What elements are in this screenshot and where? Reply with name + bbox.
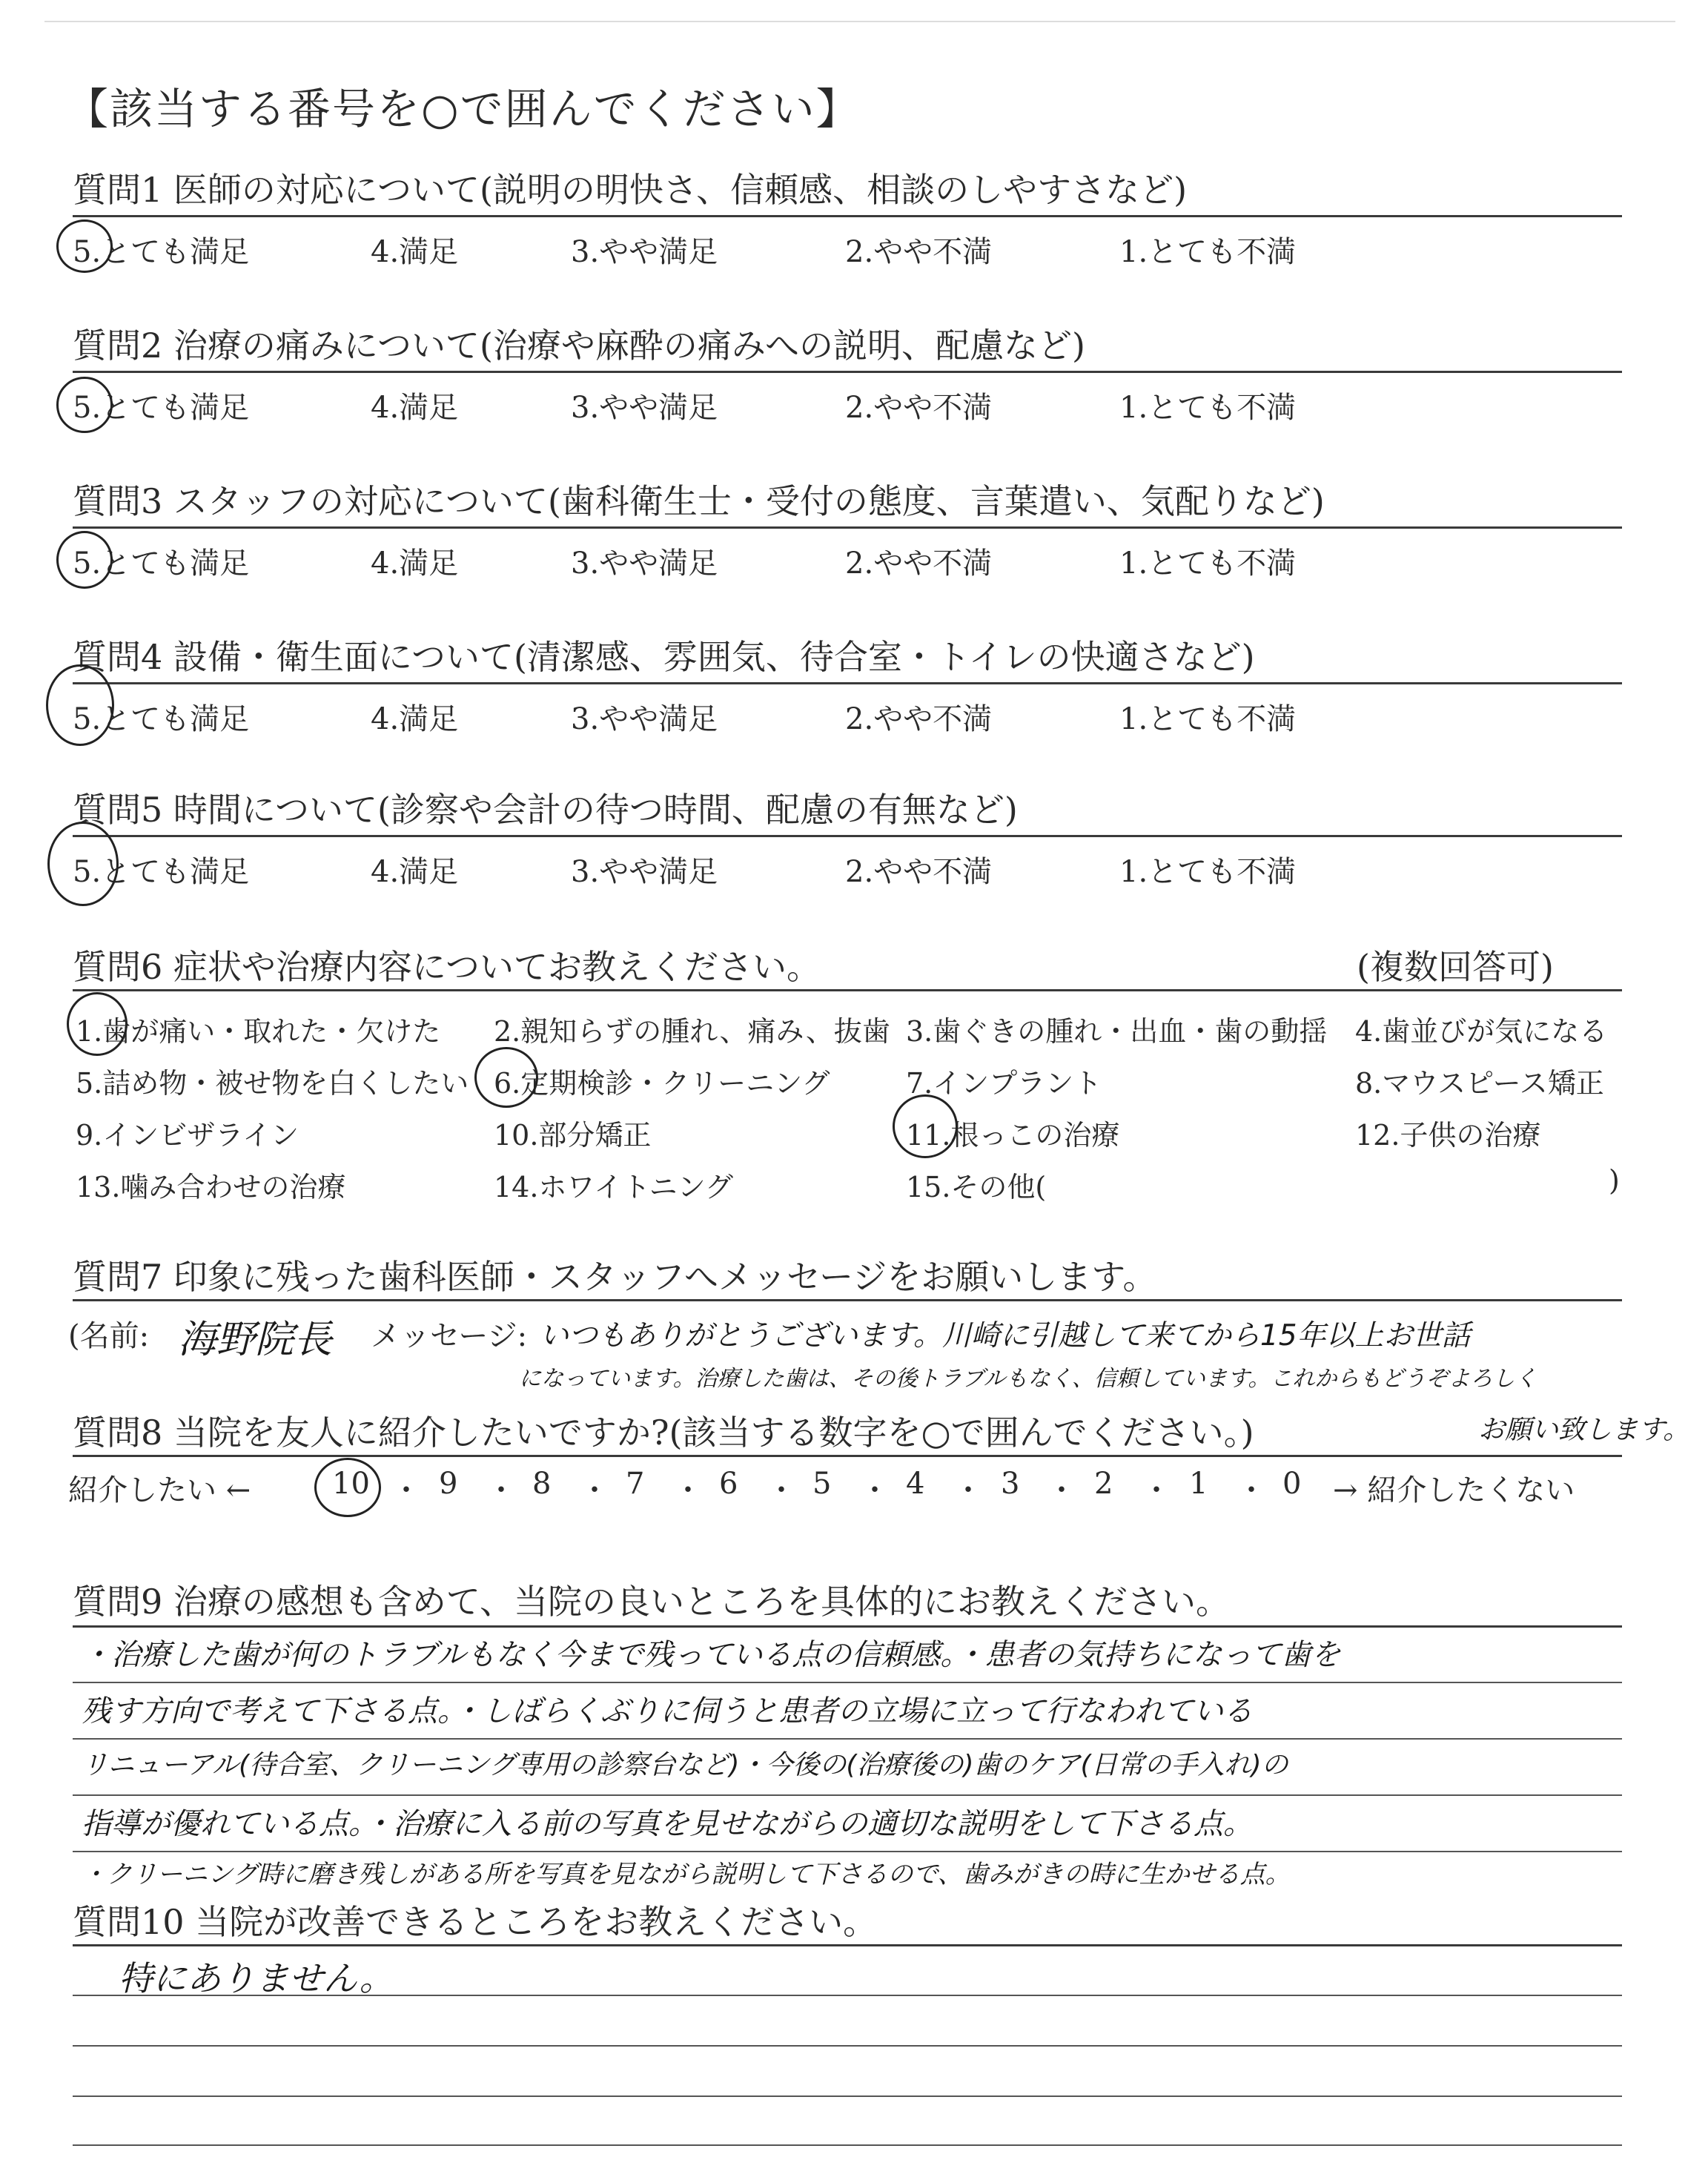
- q4-option-1[interactable]: 1.とても不満: [1119, 702, 1297, 736]
- q10-answer[interactable]: 特にありません。: [119, 1958, 394, 1998]
- q4-option-4[interactable]: 4.満足: [371, 702, 459, 736]
- q7-message-label: メッセージ:: [371, 1319, 528, 1353]
- q7-message-line-3[interactable]: お願い致します。: [1478, 1415, 1690, 1445]
- q6-option-7[interactable]: 7.インプラント: [906, 1067, 1102, 1100]
- q7-message-line-1[interactable]: いつもありがとうございます。川崎に引越して来てから15年以上お世話: [540, 1319, 1471, 1353]
- q6-option-11[interactable]: 11.根っこの治療: [906, 1119, 1120, 1152]
- q5-answer-circle: [47, 822, 119, 906]
- q8-sep: ・: [860, 1473, 890, 1507]
- q8-value-3[interactable]: 3: [1001, 1467, 1020, 1501]
- q7-name-label: (名前:: [68, 1319, 150, 1353]
- q6-option-12[interactable]: 12.子供の治療: [1355, 1119, 1541, 1152]
- q4-option-3[interactable]: 3.やや満足: [571, 702, 718, 736]
- q2-option-2[interactable]: 2.やや不満: [845, 391, 993, 425]
- q6-rule: [73, 989, 1622, 991]
- q8-sep: ・: [767, 1473, 796, 1507]
- q8-sep: ・: [1237, 1473, 1266, 1507]
- q4-option-5[interactable]: 5.とても満足: [73, 702, 250, 736]
- q9-rule-3: [73, 1794, 1622, 1796]
- q2-option-4[interactable]: 4.満足: [371, 391, 459, 425]
- q8-value-10[interactable]: 10: [332, 1467, 370, 1501]
- q1-answer-circle: [56, 219, 113, 273]
- q8-value-2[interactable]: 2: [1094, 1467, 1113, 1501]
- q6-option-2[interactable]: 2.親知らずの腫れ、痛み、抜歯: [494, 1015, 890, 1048]
- q8-sep: ・: [1047, 1473, 1076, 1507]
- q10-rule-4: [73, 2144, 1622, 2146]
- q10-rule-0: [73, 1944, 1622, 1946]
- q3-option-4[interactable]: 4.満足: [371, 546, 459, 581]
- q9-title: 質問9 治療の感想も含めて、当院の良いところを具体的にお教えください。: [73, 1582, 1230, 1622]
- q5-option-2[interactable]: 2.やや不満: [845, 855, 993, 889]
- q6-title: 質問6 症状や治療内容についてお教えください。: [73, 947, 821, 987]
- q1-option-2[interactable]: 2.やや不満: [845, 235, 993, 269]
- q5-rule: [73, 835, 1622, 837]
- q9-answer-line-5[interactable]: ・クリーニング時に磨き残しがある所を写真を見ながら説明して下さるので、歯みがきの時に生かせる点。: [82, 1860, 1291, 1889]
- q10-title: 質問10 当院が改善できるところをお教えください。: [73, 1902, 878, 1942]
- q3-option-5[interactable]: 5.とても満足: [73, 546, 250, 581]
- q2-title: 質問2 治療の痛みについて(治療や麻酔の痛みへの説明、配慮など): [73, 326, 1085, 366]
- q7-name-value[interactable]: 海野院長: [178, 1318, 333, 1362]
- q8-right-label: → 紹介したくない: [1333, 1473, 1575, 1507]
- q2-rule: [73, 371, 1622, 373]
- q1-option-4[interactable]: 4.満足: [371, 235, 459, 269]
- q8-rule: [73, 1455, 1622, 1457]
- scan-top-edge: [44, 21, 1675, 22]
- q9-answer-line-1[interactable]: ・治療した歯が何のトラブルもなく今まで残っている点の信頼感。・患者の気持ちになって歯を: [82, 1638, 1341, 1672]
- q10-rule-3: [73, 2095, 1622, 2097]
- q6-option-14[interactable]: 14.ホワイトニング: [494, 1171, 734, 1203]
- q6-option-8[interactable]: 8.マウスピース矯正: [1355, 1067, 1604, 1100]
- q6-answer-circle-11: [893, 1094, 958, 1158]
- q5-option-1[interactable]: 1.とても不満: [1119, 855, 1297, 889]
- q8-value-6[interactable]: 6: [719, 1467, 738, 1501]
- q10-rule-2: [73, 2045, 1622, 2047]
- q3-answer-circle: [56, 531, 113, 589]
- q8-sep: ・: [953, 1473, 983, 1507]
- q8-sep: ・: [580, 1473, 609, 1507]
- q6-option-9[interactable]: 9.インビザライン: [76, 1119, 299, 1152]
- q9-answer-line-3[interactable]: リニューアル(待合室、クリーニング専用の診察台など)・今後の(治療後の)歯のケア(日常の手入れ)の: [82, 1750, 1288, 1780]
- q6-option-6[interactable]: 6.定期検診・クリーニング: [494, 1067, 830, 1100]
- q8-sep: ・: [673, 1473, 703, 1507]
- q3-title: 質問3 スタッフの対応について(歯科衛生士・受付の態度、言葉遣い、気配りなど): [73, 481, 1325, 521]
- q9-rule-0: [73, 1625, 1622, 1628]
- q5-title: 質問5 時間について(診察や会計の待つ時間、配慮の有無など): [73, 790, 1018, 830]
- q2-option-3[interactable]: 3.やや満足: [571, 391, 718, 425]
- q1-option-5[interactable]: 5.とても満足: [73, 235, 250, 269]
- q3-option-2[interactable]: 2.やや不満: [845, 546, 993, 581]
- q7-title: 質問7 印象に残った歯科医師・スタッフへメッセージをお願いします。: [73, 1257, 1157, 1297]
- q8-sep: ・: [1142, 1473, 1171, 1507]
- q3-option-1[interactable]: 1.とても不満: [1119, 546, 1297, 581]
- q8-answer-circle: [314, 1458, 381, 1517]
- q6-option-15-close: ): [1609, 1164, 1620, 1197]
- q8-value-9[interactable]: 9: [439, 1467, 458, 1501]
- q7-message-line-2[interactable]: になっています。治療した歯は、その後トラブルもなく、信頼しています。これからもどうぞよろしく: [519, 1366, 1537, 1392]
- q8-sep: ・: [391, 1473, 421, 1507]
- q4-answer-circle: [46, 664, 114, 746]
- q8-value-8[interactable]: 8: [532, 1467, 552, 1501]
- q1-option-3[interactable]: 3.やや満足: [571, 235, 718, 269]
- q6-option-15[interactable]: 15.その他(: [906, 1171, 1047, 1203]
- q8-value-0[interactable]: 0: [1282, 1467, 1302, 1501]
- q4-title: 質問4 設備・衛生面について(清潔感、雰囲気、待合室・トイレの快適さなど): [73, 637, 1255, 677]
- q8-left-label: 紹介したい ←: [68, 1473, 251, 1507]
- q1-rule: [73, 215, 1622, 217]
- q8-title: 質問8 当院を友人に紹介したいですか?(該当する数字を○で囲んでください。): [73, 1413, 1254, 1453]
- q5-option-4[interactable]: 4.満足: [371, 855, 459, 889]
- q9-rule-4: [73, 1851, 1622, 1852]
- q8-value-5[interactable]: 5: [812, 1467, 832, 1501]
- q6-answer-circle-6: [474, 1047, 538, 1108]
- q6-option-4[interactable]: 4.歯並びが気になる: [1355, 1015, 1608, 1048]
- q3-option-3[interactable]: 3.やや満足: [571, 546, 718, 581]
- q6-note: (複数回答可): [1357, 947, 1554, 987]
- q6-option-10[interactable]: 10.部分矯正: [494, 1119, 652, 1152]
- q8-sep: ・: [486, 1473, 516, 1507]
- q9-answer-line-4[interactable]: 指導が優れている点。・治療に入る前の写真を見せながらの適切な説明をして下さる点。: [82, 1807, 1253, 1841]
- q1-option-1[interactable]: 1.とても不満: [1119, 235, 1297, 269]
- q5-option-3[interactable]: 3.やや満足: [571, 855, 718, 889]
- q5-option-5[interactable]: 5.とても満足: [73, 855, 250, 889]
- q6-option-13[interactable]: 13.噛み合わせの治療: [76, 1171, 346, 1203]
- q8-value-7[interactable]: 7: [626, 1467, 645, 1501]
- q7-rule: [73, 1299, 1622, 1301]
- q2-option-1[interactable]: 1.とても不満: [1119, 391, 1297, 425]
- q9-rule-2: [73, 1738, 1622, 1740]
- q2-option-5[interactable]: 5.とても満足: [73, 391, 250, 425]
- q6-option-3[interactable]: 3.歯ぐきの腫れ・出血・歯の動揺: [906, 1015, 1328, 1048]
- q6-option-5[interactable]: 5.詰め物・被せ物を白くしたい: [76, 1067, 469, 1100]
- q2-answer-circle: [56, 377, 113, 433]
- q9-answer-line-2[interactable]: 残す方向で考えて下さる点。・しばらくぶりに伺うと患者の立場に立って行なわれている: [82, 1694, 1253, 1728]
- page-header: 【該当する番号を○で囲んでください】: [65, 84, 861, 134]
- q1-title: 質問1 医師の対応について(説明の明快さ、信頼感、相談のしやすさなど): [73, 170, 1188, 210]
- q8-value-4[interactable]: 4: [906, 1467, 925, 1501]
- q6-option-1[interactable]: 1.歯が痛い・取れた・欠けた: [76, 1015, 441, 1048]
- q6-answer-circle-1: [67, 992, 128, 1056]
- q9-rule-1: [73, 1682, 1622, 1683]
- q4-option-2[interactable]: 2.やや不満: [845, 702, 993, 736]
- q4-rule: [73, 682, 1622, 684]
- q3-rule: [73, 526, 1622, 529]
- q8-value-1[interactable]: 1: [1189, 1467, 1208, 1501]
